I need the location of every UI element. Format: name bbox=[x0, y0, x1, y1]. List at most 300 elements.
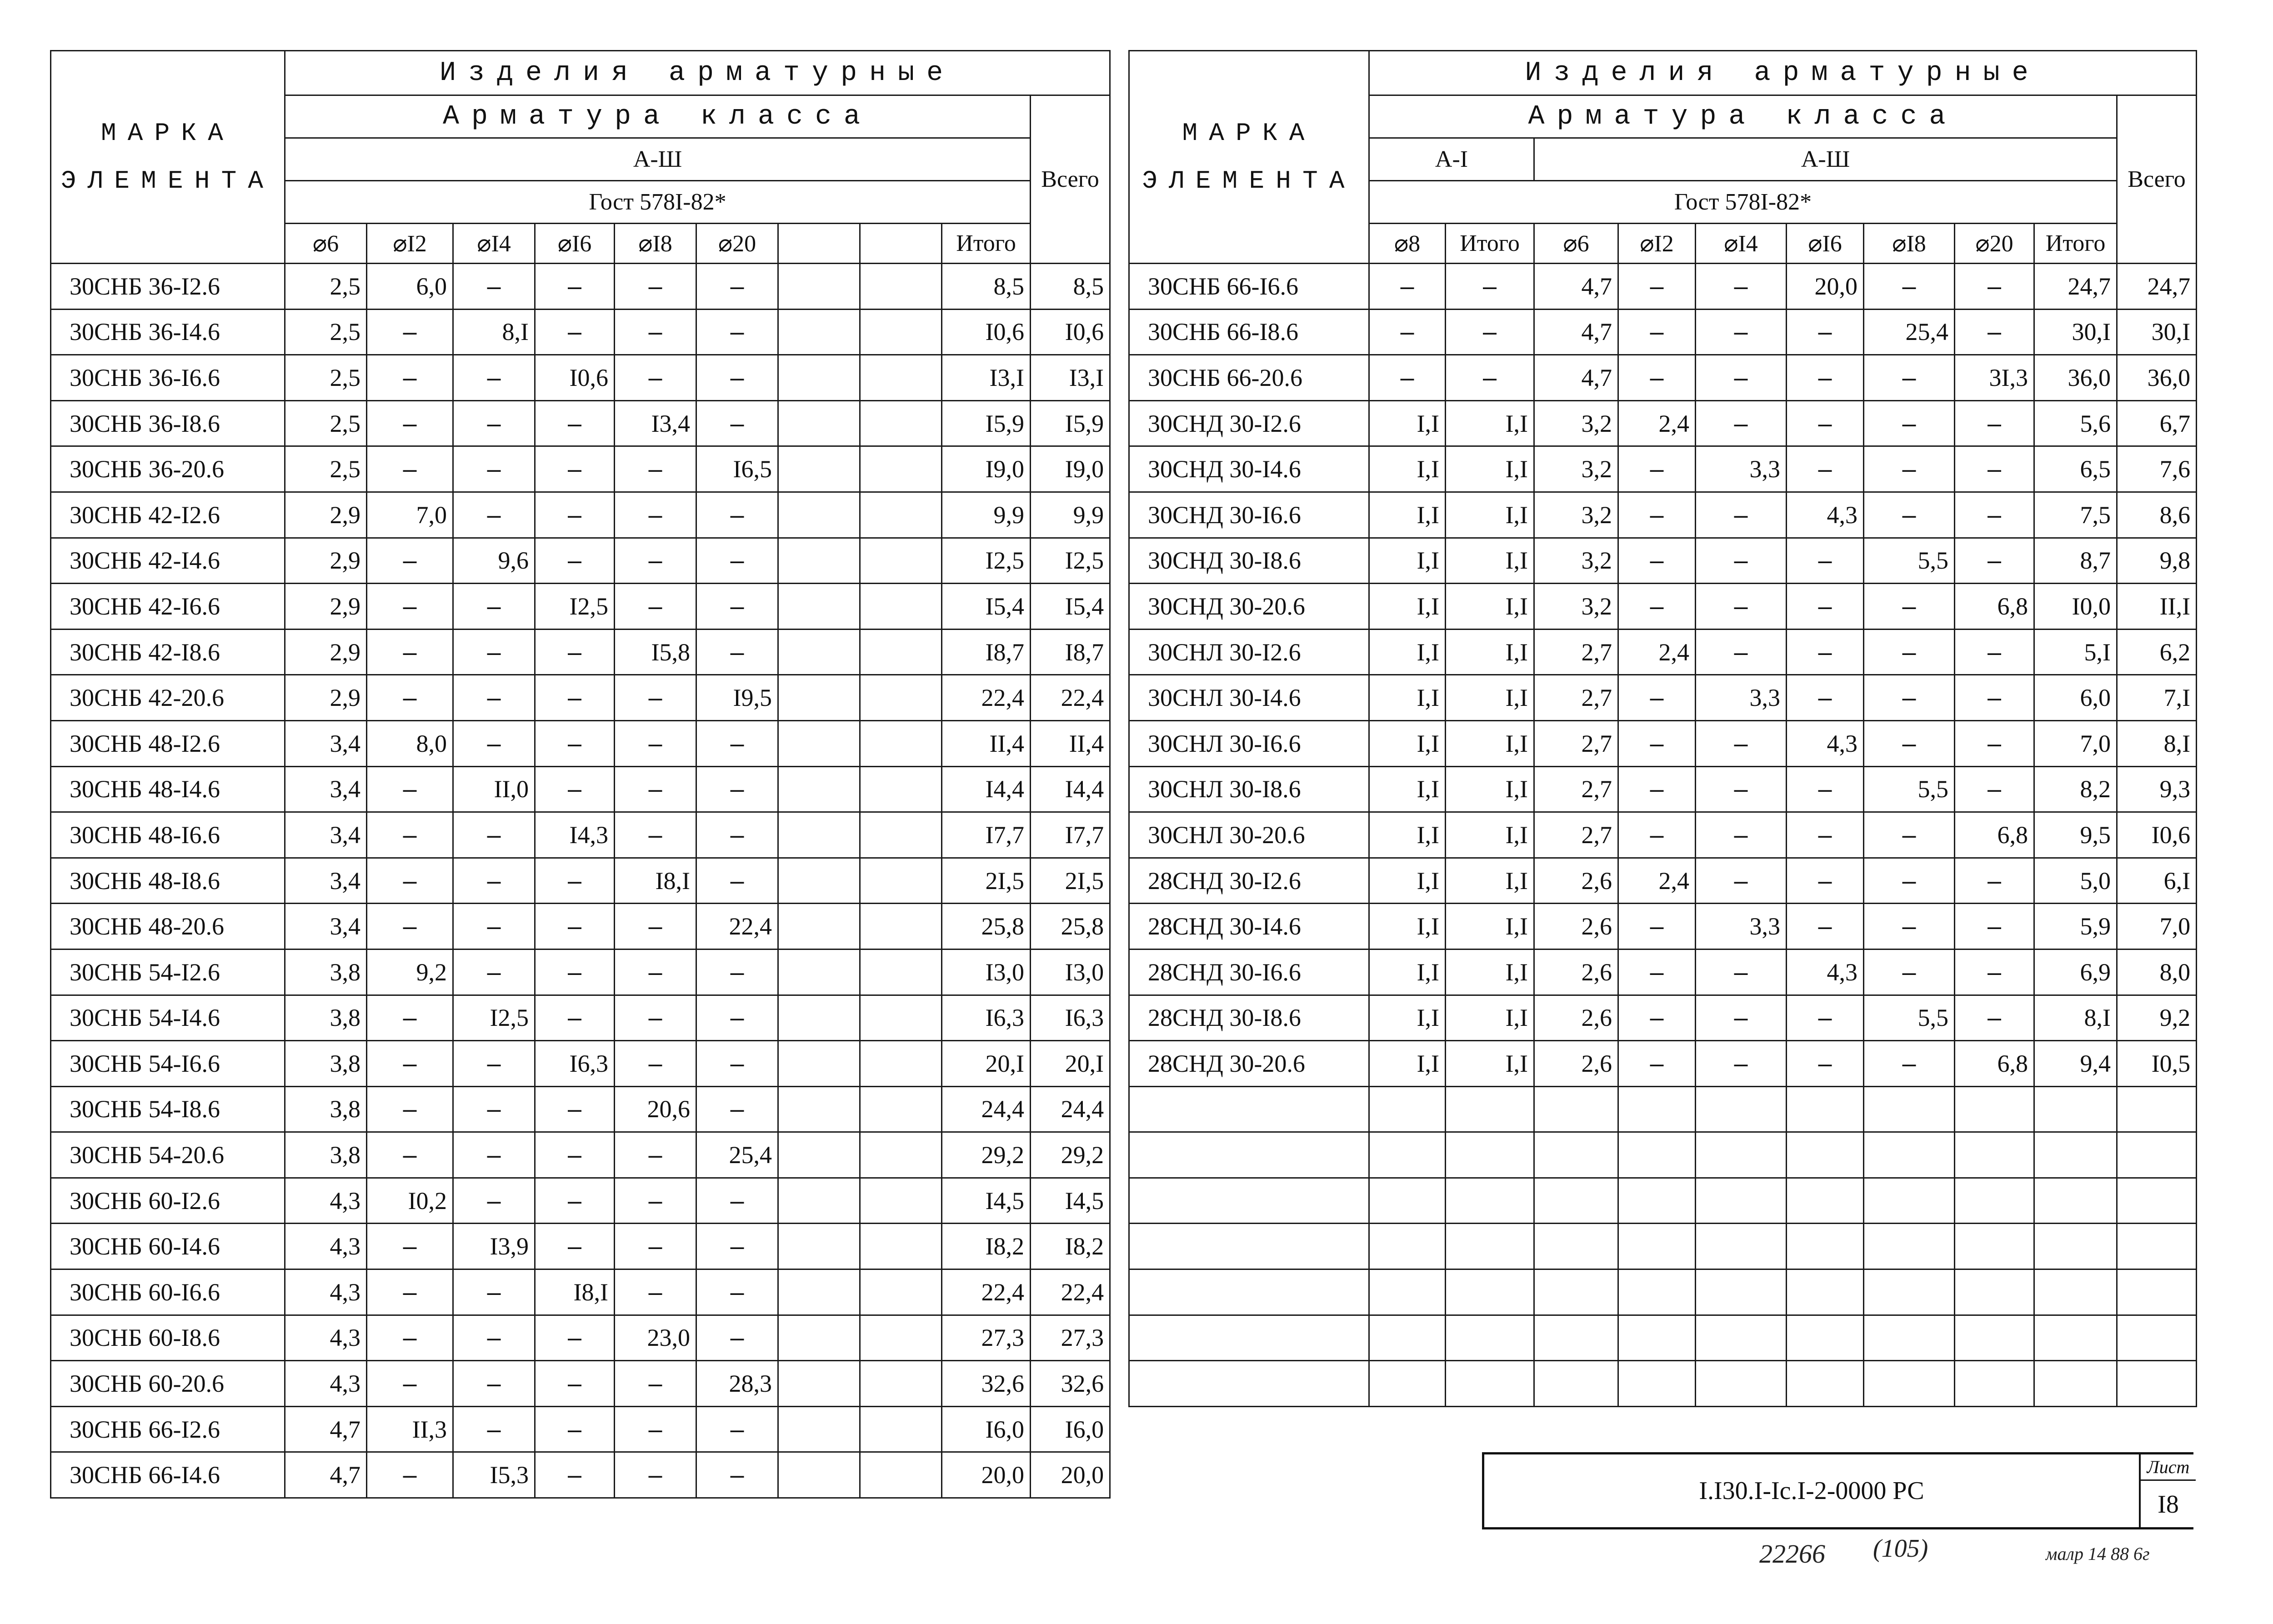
table-cell: – bbox=[535, 858, 615, 904]
table-cell bbox=[778, 675, 860, 721]
table-cell: 2I,5 bbox=[1031, 858, 1110, 904]
table-cell: 3,2 bbox=[1534, 400, 1618, 446]
table-cell: – bbox=[615, 446, 696, 492]
element-mark: 30СНБ 48-I8.6 bbox=[51, 858, 285, 904]
table-cell: – bbox=[615, 766, 696, 812]
table-cell: I4,5 bbox=[942, 1178, 1031, 1224]
empty-cell bbox=[2117, 1315, 2197, 1361]
element-mark: 30СНБ 60-I2.6 bbox=[51, 1178, 285, 1224]
table-cell: – bbox=[1696, 858, 1787, 904]
products-header: Изделия арматурные bbox=[1369, 51, 2197, 95]
table-row bbox=[51, 995, 1110, 1041]
table-cell: 25,8 bbox=[1031, 904, 1110, 949]
table-cell: 3,2 bbox=[1534, 538, 1618, 584]
empty-cell bbox=[1534, 1361, 1618, 1407]
table-cell: I4,4 bbox=[942, 766, 1031, 812]
table-cell: 8,I bbox=[453, 309, 535, 355]
table-cell: – bbox=[1696, 629, 1787, 675]
table-row bbox=[51, 1315, 1110, 1361]
table-cell: 30,I bbox=[2117, 309, 2197, 355]
table-cell bbox=[778, 264, 860, 310]
column-header: ⌀I6 bbox=[1787, 224, 1864, 264]
table-cell: I,I bbox=[1446, 812, 1534, 858]
table-cell: 8,I bbox=[2034, 995, 2117, 1041]
table-cell: – bbox=[535, 538, 615, 584]
element-mark: 30СНБ 48-I2.6 bbox=[51, 720, 285, 766]
table-cell: 20,I bbox=[1031, 1041, 1110, 1087]
table-cell: 36,0 bbox=[2117, 355, 2197, 401]
table-cell: – bbox=[615, 1452, 696, 1498]
table-cell: 4,3 bbox=[1787, 720, 1864, 766]
empty-cell bbox=[1618, 1361, 1696, 1407]
empty-cell bbox=[2034, 1315, 2117, 1361]
table-cell: – bbox=[1955, 949, 2034, 995]
table-cell: – bbox=[1955, 492, 2034, 538]
table-cell: II,3 bbox=[367, 1406, 453, 1452]
table-cell: – bbox=[453, 584, 535, 630]
table-cell: I0,5 bbox=[2117, 1041, 2197, 1087]
table-cell: – bbox=[1955, 446, 2034, 492]
empty-cell bbox=[1787, 1086, 1864, 1132]
table-cell: – bbox=[1955, 720, 2034, 766]
table-cell: I2,5 bbox=[1031, 538, 1110, 584]
table-cell: – bbox=[1864, 355, 1955, 401]
table-cell: I7,7 bbox=[1031, 812, 1110, 858]
table-cell: – bbox=[1696, 355, 1787, 401]
table-cell: 6,8 bbox=[1955, 584, 2034, 630]
inventory-number: 22266 bbox=[1759, 1539, 1825, 1569]
empty-cell bbox=[1696, 1315, 1787, 1361]
table-row bbox=[1129, 995, 2197, 1041]
table-row bbox=[1129, 309, 2197, 355]
table-row bbox=[1129, 949, 2197, 995]
empty-cell bbox=[1369, 1224, 1446, 1269]
table-cell bbox=[778, 400, 860, 446]
table-cell: 28,3 bbox=[696, 1361, 778, 1407]
empty-row bbox=[1129, 1178, 2197, 1224]
mark-header: МАРКА ЭЛЕМЕНТА bbox=[51, 51, 285, 264]
table-row bbox=[51, 355, 1110, 401]
table-cell: I,I bbox=[1446, 720, 1534, 766]
table-cell: I,I bbox=[1446, 766, 1534, 812]
table-cell: – bbox=[535, 629, 615, 675]
table-cell: – bbox=[1787, 629, 1864, 675]
element-mark: 30СНЛ 30-I8.6 bbox=[1129, 766, 1369, 812]
table-cell: 32,6 bbox=[942, 1361, 1031, 1407]
gost-header: Гост 578I-82* bbox=[285, 181, 1031, 224]
element-mark: 30СНБ 54-I4.6 bbox=[51, 995, 285, 1041]
table-cell: 4,7 bbox=[1534, 309, 1618, 355]
table-cell: – bbox=[615, 584, 696, 630]
element-mark: 30СНБ 48-I4.6 bbox=[51, 766, 285, 812]
table-cell: – bbox=[453, 858, 535, 904]
table-cell: I9,0 bbox=[1031, 446, 1110, 492]
element-mark: 30СНЛ 30-20.6 bbox=[1129, 812, 1369, 858]
table-cell: 5,0 bbox=[2034, 858, 2117, 904]
empty-cell bbox=[1955, 1178, 2034, 1224]
table-cell: I,I bbox=[1446, 858, 1534, 904]
table-cell: – bbox=[1787, 584, 1864, 630]
empty-cell bbox=[2117, 1086, 2197, 1132]
table-cell: I,I bbox=[1369, 720, 1446, 766]
table-cell: I,I bbox=[1446, 675, 1534, 721]
table-cell: I,I bbox=[1446, 629, 1534, 675]
table-cell: I2,5 bbox=[453, 995, 535, 1041]
table-cell: 22,4 bbox=[1031, 675, 1110, 721]
empty-cell bbox=[1787, 1269, 1864, 1315]
table-cell: – bbox=[615, 675, 696, 721]
table-cell: – bbox=[1369, 309, 1446, 355]
table-cell: – bbox=[615, 995, 696, 1041]
column-header: ⌀I2 bbox=[367, 224, 453, 264]
empty-cell bbox=[1618, 1269, 1696, 1315]
table-cell: – bbox=[367, 1224, 453, 1269]
table-cell: 9,9 bbox=[942, 492, 1031, 538]
element-mark: 28СНД 30-I6.6 bbox=[1129, 949, 1369, 995]
table-cell: 2,9 bbox=[285, 629, 367, 675]
table-cell: I0,6 bbox=[2117, 812, 2197, 858]
table-cell: – bbox=[367, 1452, 453, 1498]
table-cell: – bbox=[453, 949, 535, 995]
table-cell: I,I bbox=[1369, 446, 1446, 492]
class-a3-header: А-Ш bbox=[285, 138, 1031, 181]
table-row bbox=[51, 1406, 1110, 1452]
table-cell bbox=[778, 1406, 860, 1452]
table-cell: II,I bbox=[2117, 584, 2197, 630]
table-cell: I,I bbox=[1446, 400, 1534, 446]
table-cell: – bbox=[1618, 995, 1696, 1041]
table-cell: – bbox=[615, 1178, 696, 1224]
table-cell: – bbox=[1864, 264, 1955, 310]
table-cell bbox=[778, 812, 860, 858]
element-mark: 30СНБ 54-20.6 bbox=[51, 1132, 285, 1178]
empty-cell bbox=[1618, 1224, 1696, 1269]
empty-cell bbox=[1696, 1132, 1787, 1178]
element-mark: 28СНД 30-I4.6 bbox=[1129, 904, 1369, 949]
table-cell: I5,4 bbox=[942, 584, 1031, 630]
table-cell: – bbox=[1864, 720, 1955, 766]
table-cell: 24,4 bbox=[1031, 1086, 1110, 1132]
table-row bbox=[51, 766, 1110, 812]
table-cell: – bbox=[1696, 400, 1787, 446]
table-cell: – bbox=[367, 446, 453, 492]
element-mark: 28СНД 30-I8.6 bbox=[1129, 995, 1369, 1041]
table-cell: – bbox=[1618, 446, 1696, 492]
table-cell: – bbox=[696, 1406, 778, 1452]
element-mark: 30СНБ 60-I4.6 bbox=[51, 1224, 285, 1269]
table-cell: – bbox=[1787, 1041, 1864, 1087]
table-cell: – bbox=[453, 1132, 535, 1178]
table-cell: 8,6 bbox=[2117, 492, 2197, 538]
table-cell: I0,2 bbox=[367, 1178, 453, 1224]
table-cell: – bbox=[1787, 309, 1864, 355]
table-cell: – bbox=[453, 1041, 535, 1087]
empty-cell bbox=[1129, 1224, 1369, 1269]
table-cell: 4,7 bbox=[1534, 264, 1618, 310]
table-cell bbox=[860, 1041, 942, 1087]
table-cell: – bbox=[1618, 538, 1696, 584]
table-cell: – bbox=[453, 264, 535, 310]
table-cell: – bbox=[367, 1086, 453, 1132]
table-cell: – bbox=[1955, 629, 2034, 675]
table-cell: 5,5 bbox=[1864, 995, 1955, 1041]
table-cell: 8,2 bbox=[2034, 766, 2117, 812]
table-cell: 22,4 bbox=[696, 904, 778, 949]
table-cell bbox=[778, 949, 860, 995]
element-mark: 30СНБ 36-I8.6 bbox=[51, 400, 285, 446]
empty-cell bbox=[1534, 1086, 1618, 1132]
table-cell: – bbox=[615, 1041, 696, 1087]
table-cell: – bbox=[535, 1452, 615, 1498]
table-row bbox=[51, 1178, 1110, 1224]
table-cell: I6,3 bbox=[1031, 995, 1110, 1041]
table-cell: – bbox=[367, 1041, 453, 1087]
table-cell: 9,2 bbox=[367, 949, 453, 995]
empty-cell bbox=[1864, 1178, 1955, 1224]
table-cell: – bbox=[1696, 1041, 1787, 1087]
table-cell bbox=[778, 492, 860, 538]
table-cell bbox=[778, 1086, 860, 1132]
empty-cell bbox=[1618, 1086, 1696, 1132]
table-cell: – bbox=[367, 766, 453, 812]
table-cell: – bbox=[367, 584, 453, 630]
table-cell: I3,I bbox=[942, 355, 1031, 401]
column-header bbox=[860, 224, 942, 264]
table-cell: – bbox=[1787, 812, 1864, 858]
element-mark: 30СНБ 66-I2.6 bbox=[51, 1406, 285, 1452]
table-cell: I5,9 bbox=[942, 400, 1031, 446]
table-cell: 29,2 bbox=[942, 1132, 1031, 1178]
table-cell bbox=[778, 584, 860, 630]
table-cell: – bbox=[696, 766, 778, 812]
empty-cell bbox=[1369, 1178, 1446, 1224]
table-cell: – bbox=[1618, 309, 1696, 355]
table-cell: – bbox=[615, 538, 696, 584]
empty-cell bbox=[1446, 1224, 1534, 1269]
table-row bbox=[1129, 858, 2197, 904]
table-cell: 6,5 bbox=[2034, 446, 2117, 492]
empty-cell bbox=[1955, 1086, 2034, 1132]
table-cell bbox=[778, 1224, 860, 1269]
table-cell: 2,4 bbox=[1618, 629, 1696, 675]
empty-cell bbox=[1129, 1361, 1369, 1407]
table-cell: – bbox=[1955, 538, 2034, 584]
table-cell bbox=[860, 400, 942, 446]
column-header: Итого bbox=[2034, 224, 2117, 264]
table-cell: I4,5 bbox=[1031, 1178, 1110, 1224]
table-cell: – bbox=[696, 1269, 778, 1315]
table-cell: 5,5 bbox=[1864, 766, 1955, 812]
class-a3-header: А-Ш bbox=[1534, 138, 2117, 181]
table-cell: I3,0 bbox=[942, 949, 1031, 995]
table-cell: 2,7 bbox=[1534, 675, 1618, 721]
table-cell: 6,7 bbox=[2117, 400, 2197, 446]
table-row bbox=[51, 858, 1110, 904]
table-cell bbox=[860, 995, 942, 1041]
table-cell bbox=[778, 1041, 860, 1087]
table-cell: 2,5 bbox=[285, 400, 367, 446]
column-header: ⌀I8 bbox=[615, 224, 696, 264]
table-cell: – bbox=[615, 355, 696, 401]
table-row bbox=[1129, 492, 2197, 538]
table-cell: 24,7 bbox=[2034, 264, 2117, 310]
table-cell: – bbox=[1955, 264, 2034, 310]
table-cell: I,I bbox=[1369, 492, 1446, 538]
table-cell: – bbox=[1446, 264, 1534, 310]
table-cell: 36,0 bbox=[2034, 355, 2117, 401]
table-cell: I5,4 bbox=[1031, 584, 1110, 630]
sheet-number: I8 bbox=[2158, 1490, 2179, 1519]
table-cell: – bbox=[535, 1361, 615, 1407]
empty-cell bbox=[1369, 1315, 1446, 1361]
table-cell: – bbox=[535, 1315, 615, 1361]
table-cell: I,I bbox=[1369, 400, 1446, 446]
table-cell: 24,4 bbox=[942, 1086, 1031, 1132]
table-row bbox=[1129, 629, 2197, 675]
table-cell: I8,2 bbox=[942, 1224, 1031, 1269]
table-cell: I0,6 bbox=[1031, 309, 1110, 355]
table-cell: – bbox=[535, 1086, 615, 1132]
table-cell: – bbox=[453, 904, 535, 949]
table-row bbox=[1129, 355, 2197, 401]
empty-cell bbox=[1787, 1132, 1864, 1178]
table-cell: – bbox=[696, 1086, 778, 1132]
table-cell: 6,I bbox=[2117, 858, 2197, 904]
table-cell bbox=[778, 1452, 860, 1498]
empty-cell bbox=[1618, 1178, 1696, 1224]
table-cell: – bbox=[1696, 538, 1787, 584]
table-cell: – bbox=[1787, 446, 1864, 492]
empty-cell bbox=[2034, 1224, 2117, 1269]
empty-cell bbox=[1696, 1086, 1787, 1132]
table-cell: – bbox=[1955, 675, 2034, 721]
table-row bbox=[51, 584, 1110, 630]
table-cell bbox=[860, 904, 942, 949]
table-cell: – bbox=[1696, 584, 1787, 630]
table-row bbox=[51, 1086, 1110, 1132]
handwritten-note: малр 14 88 6г bbox=[2046, 1544, 2150, 1564]
table-cell: – bbox=[615, 264, 696, 310]
table-cell: 27,3 bbox=[1031, 1315, 1110, 1361]
table-cell: 7,6 bbox=[2117, 446, 2197, 492]
table-cell: – bbox=[1618, 355, 1696, 401]
table-cell bbox=[860, 1178, 942, 1224]
empty-cell bbox=[1864, 1224, 1955, 1269]
table-cell: – bbox=[615, 720, 696, 766]
table-cell: – bbox=[1864, 584, 1955, 630]
table-cell: 3,2 bbox=[1534, 584, 1618, 630]
table-cell: – bbox=[1787, 995, 1864, 1041]
empty-cell bbox=[1129, 1178, 1369, 1224]
column-header bbox=[778, 224, 860, 264]
table-cell: – bbox=[1864, 949, 1955, 995]
empty-cell bbox=[2034, 1361, 2117, 1407]
table-cell: I8,7 bbox=[942, 629, 1031, 675]
element-mark: 30СНД 30-I8.6 bbox=[1129, 538, 1369, 584]
table-cell bbox=[860, 1224, 942, 1269]
empty-row bbox=[1129, 1132, 2197, 1178]
table-cell: I0,0 bbox=[2034, 584, 2117, 630]
table-cell: I,I bbox=[1446, 492, 1534, 538]
table-cell: – bbox=[453, 1361, 535, 1407]
table-cell: I,I bbox=[1446, 949, 1534, 995]
table-cell: 9,9 bbox=[1031, 492, 1110, 538]
table-cell: 3,8 bbox=[285, 995, 367, 1041]
table-row bbox=[1129, 538, 2197, 584]
table-cell: – bbox=[696, 584, 778, 630]
right-rebar-table bbox=[1128, 50, 2197, 1407]
table-cell bbox=[860, 629, 942, 675]
column-header: ⌀I8 bbox=[1864, 224, 1955, 264]
element-mark: 30СНБ 42-I4.6 bbox=[51, 538, 285, 584]
table-cell bbox=[860, 1406, 942, 1452]
table-cell bbox=[778, 720, 860, 766]
table-cell: 2,9 bbox=[285, 584, 367, 630]
table-cell: I8,I bbox=[615, 858, 696, 904]
total-header: Всего bbox=[1031, 95, 1110, 264]
table-cell: 4,3 bbox=[1787, 492, 1864, 538]
table-cell: – bbox=[367, 538, 453, 584]
empty-cell bbox=[2034, 1269, 2117, 1315]
table-cell: I,I bbox=[1369, 812, 1446, 858]
table-cell: 2,5 bbox=[285, 446, 367, 492]
table-cell: 4,7 bbox=[1534, 355, 1618, 401]
element-mark: 30СНБ 42-I6.6 bbox=[51, 584, 285, 630]
table-cell: 8,0 bbox=[2117, 949, 2197, 995]
table-cell: – bbox=[367, 995, 453, 1041]
element-mark: 30СНД 30-I2.6 bbox=[1129, 400, 1369, 446]
table-cell: – bbox=[535, 264, 615, 310]
table-cell: 22,4 bbox=[942, 675, 1031, 721]
empty-cell bbox=[1446, 1086, 1534, 1132]
empty-row bbox=[1129, 1269, 2197, 1315]
table-row bbox=[1129, 904, 2197, 949]
table-cell: – bbox=[1787, 766, 1864, 812]
table-cell: 3,2 bbox=[1534, 492, 1618, 538]
table-cell bbox=[860, 858, 942, 904]
element-mark: 30СНБ 36-I2.6 bbox=[51, 264, 285, 310]
table-row bbox=[1129, 766, 2197, 812]
table-cell: 3,8 bbox=[285, 949, 367, 995]
table-cell: – bbox=[1864, 858, 1955, 904]
table-cell: – bbox=[535, 720, 615, 766]
table-cell: I,I bbox=[1369, 538, 1446, 584]
table-cell: 2,6 bbox=[1534, 1041, 1618, 1087]
table-cell: I4,3 bbox=[535, 812, 615, 858]
table-cell bbox=[778, 309, 860, 355]
table-cell: I8,7 bbox=[1031, 629, 1110, 675]
table-cell: I3,0 bbox=[1031, 949, 1110, 995]
table-cell: – bbox=[1618, 264, 1696, 310]
table-cell: 2I,5 bbox=[942, 858, 1031, 904]
table-cell: 20,I bbox=[942, 1041, 1031, 1087]
table-cell: 3,2 bbox=[1534, 446, 1618, 492]
table-cell: I9,0 bbox=[942, 446, 1031, 492]
empty-cell bbox=[1787, 1315, 1864, 1361]
table-row bbox=[51, 629, 1110, 675]
empty-cell bbox=[2117, 1269, 2197, 1315]
table-cell: – bbox=[696, 629, 778, 675]
element-mark: 30СНБ 36-I4.6 bbox=[51, 309, 285, 355]
empty-cell bbox=[1129, 1315, 1369, 1361]
table-cell: – bbox=[367, 812, 453, 858]
table-cell: 2,5 bbox=[285, 309, 367, 355]
table-cell: – bbox=[535, 675, 615, 721]
empty-cell bbox=[1696, 1224, 1787, 1269]
table-cell: 2,7 bbox=[1534, 766, 1618, 812]
table-row bbox=[51, 949, 1110, 995]
table-cell bbox=[860, 1269, 942, 1315]
